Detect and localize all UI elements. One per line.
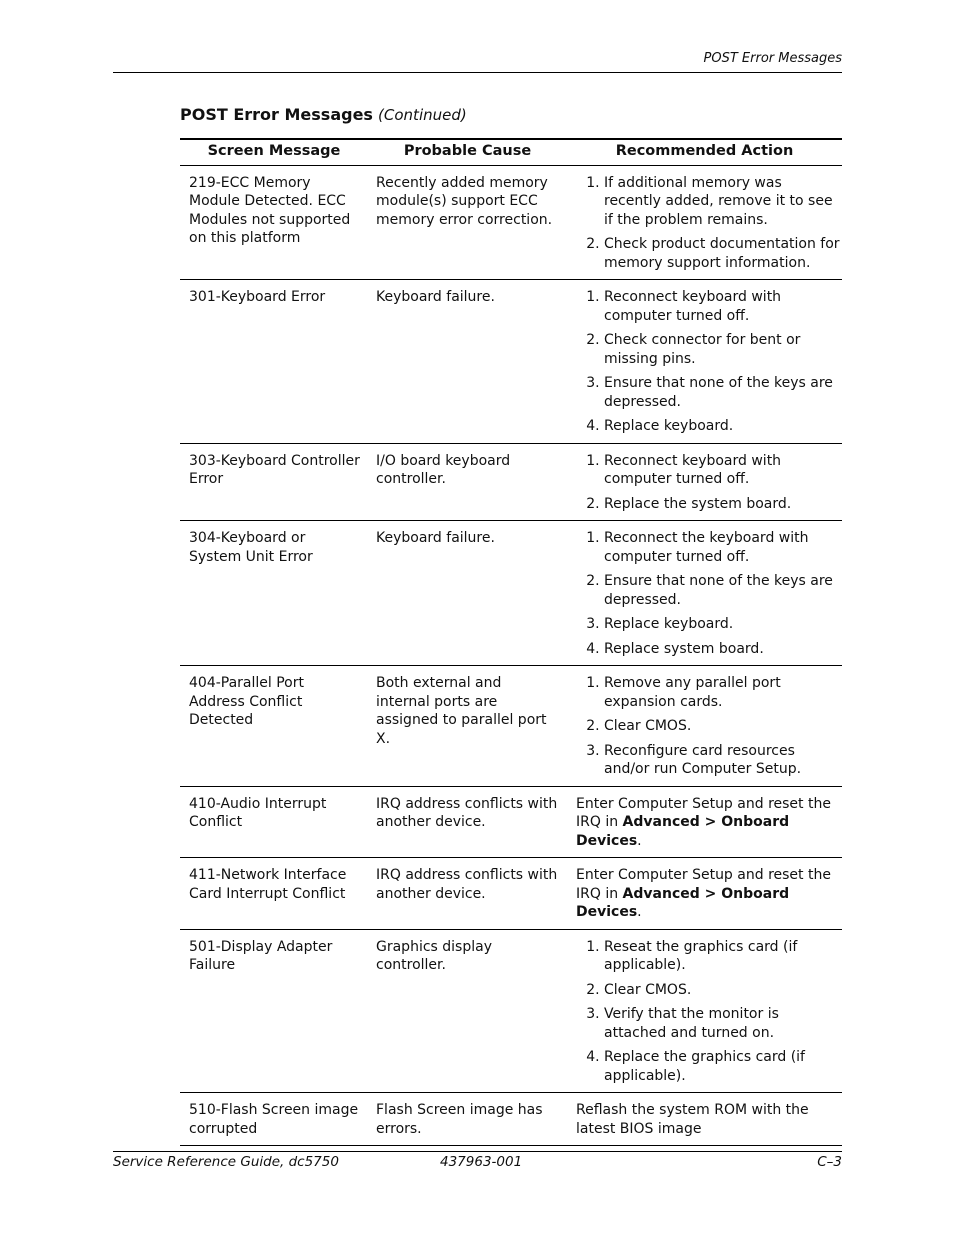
table-row [180, 786, 842, 858]
header-rule [113, 72, 842, 73]
table-title [180, 105, 467, 124]
probable-cause-cell: IRQ address conflicts with another device. [376, 795, 558, 830]
recommended-action-cell [567, 165, 842, 280]
action-step: 1. Reseat the graphics card (if applicable). [604, 938, 840, 975]
action-step: 1. If additional memory was recently added, remove it to see if the problem remains. [604, 174, 840, 230]
column-header-recommended-action: Recommended Action [615, 143, 794, 159]
action-step: 1. Reconnect keyboard with computer turned off. [604, 288, 840, 325]
action-step: 1. Remove any parallel port expansion cards. [604, 674, 840, 711]
running-header: POST Error Messages [703, 51, 842, 66]
probable-cause-cell: Graphics display controller. [376, 938, 492, 973]
action-text: Reflash the system ROM with the latest BIOS image [576, 1102, 809, 1137]
footer-rule [113, 1151, 842, 1152]
action-step: 4. Replace system board. [604, 640, 840, 659]
screen-message-cell: 303-Keyboard Controller Error [189, 452, 360, 487]
footer-guide-title: Service Reference Guide, dc5750 [113, 1154, 339, 1170]
action-steps-list [576, 174, 840, 273]
probable-cause-cell: Keyboard failure. [376, 530, 495, 546]
action-step: 4. Replace keyboard. [604, 417, 840, 436]
probable-cause-cell: Both external and internal ports are assigned to parallel port X. [376, 675, 547, 747]
screen-message-cell: 304-Keyboard or System Unit Error [189, 530, 313, 565]
table-header-row [180, 139, 842, 165]
action-step: 3. Verify that the monitor is attached and turned on. [604, 1005, 840, 1042]
action-step: 2. Clear CMOS. [604, 717, 840, 736]
action-step: 2. Replace the system board. [604, 495, 840, 514]
screen-message-cell: 301-Keyboard Error [189, 289, 326, 305]
post-error-table [180, 138, 842, 1146]
table-row [180, 929, 842, 1093]
action-steps-list [576, 288, 840, 436]
action-text-end: . [637, 832, 642, 849]
action-step: 4. Replace the graphics card (if applicable). [604, 1048, 840, 1085]
table-row [180, 443, 842, 521]
screen-message-cell: 410-Audio Interrupt Conflict [189, 795, 327, 830]
action-steps-list [576, 674, 840, 779]
recommended-action-cell [567, 858, 842, 930]
table-row [180, 521, 842, 666]
recommended-action-cell [567, 443, 842, 521]
action-step: 1. Reconnect keyboard with computer turned off. [604, 452, 840, 489]
action-step: 2. Check connector for bent or missing pins. [604, 331, 840, 368]
table-row [180, 280, 842, 444]
table-title-suffix: (Continued) [378, 106, 467, 124]
probable-cause-cell: Recently added memory module(s) support ECC memory error correction. [376, 174, 553, 228]
action-step: 2. Check product documentation for memory support information. [604, 235, 840, 272]
action-step: 1. Reconnect the keyboard with computer turned off. [604, 529, 840, 566]
menu-path: Advanced > Onboard Devices [576, 885, 790, 920]
table-row [180, 666, 842, 787]
action-text: Enter Computer Setup and reset the IRQ in [576, 867, 831, 902]
action-steps-list [576, 529, 840, 658]
action-text: Enter Computer Setup and reset the IRQ in [576, 795, 831, 830]
table-row [180, 1093, 842, 1146]
column-header-screen-message: Screen Message [207, 143, 341, 159]
probable-cause-cell: Flash Screen image has errors. [376, 1102, 543, 1137]
probable-cause-cell: IRQ address conflicts with another device. [376, 867, 558, 902]
recommended-action-cell [567, 1093, 842, 1146]
action-steps-list [576, 938, 840, 1086]
screen-message-cell: 404-Parallel Port Address Conflict Detected [189, 675, 304, 728]
footer-part-number: 437963-001 [440, 1154, 523, 1170]
screen-message-cell: 411-Network Interface Card Interrupt Conflict [189, 867, 347, 902]
action-steps-list [576, 452, 840, 514]
table-title-main: POST Error Messages [180, 105, 373, 124]
action-text-end: . [637, 904, 642, 920]
recommended-action-cell [567, 521, 842, 666]
table-row [180, 858, 842, 930]
menu-path: Advanced > Onboard Devices [576, 814, 790, 849]
screen-message-cell: 510-Flash Screen image corrupted [189, 1102, 359, 1137]
action-step: 2. Ensure that none of the keys are depressed. [604, 572, 840, 609]
screen-message-cell: 219-ECC Memory Module Detected. ECC Modules not supported on this platform [189, 174, 351, 246]
action-step: 3. Ensure that none of the keys are depressed. [604, 374, 840, 411]
footer-page-number: C–3 [817, 1154, 842, 1170]
action-step: 3. Reconfigure card resources and/or run Computer Setup. [604, 742, 840, 779]
recommended-action-cell [567, 666, 842, 787]
probable-cause-cell: I/O board keyboard controller. [376, 452, 511, 487]
action-step: 2. Clear CMOS. [604, 981, 840, 1000]
table-row [180, 165, 842, 280]
screen-message-cell: 501-Display Adapter Failure [189, 938, 333, 973]
probable-cause-cell: Keyboard failure. [376, 289, 495, 305]
recommended-action-cell [567, 280, 842, 444]
recommended-action-cell [567, 786, 842, 858]
recommended-action-cell [567, 929, 842, 1093]
action-step: 3. Replace keyboard. [604, 615, 840, 634]
column-header-probable-cause: Probable Cause [403, 143, 532, 159]
